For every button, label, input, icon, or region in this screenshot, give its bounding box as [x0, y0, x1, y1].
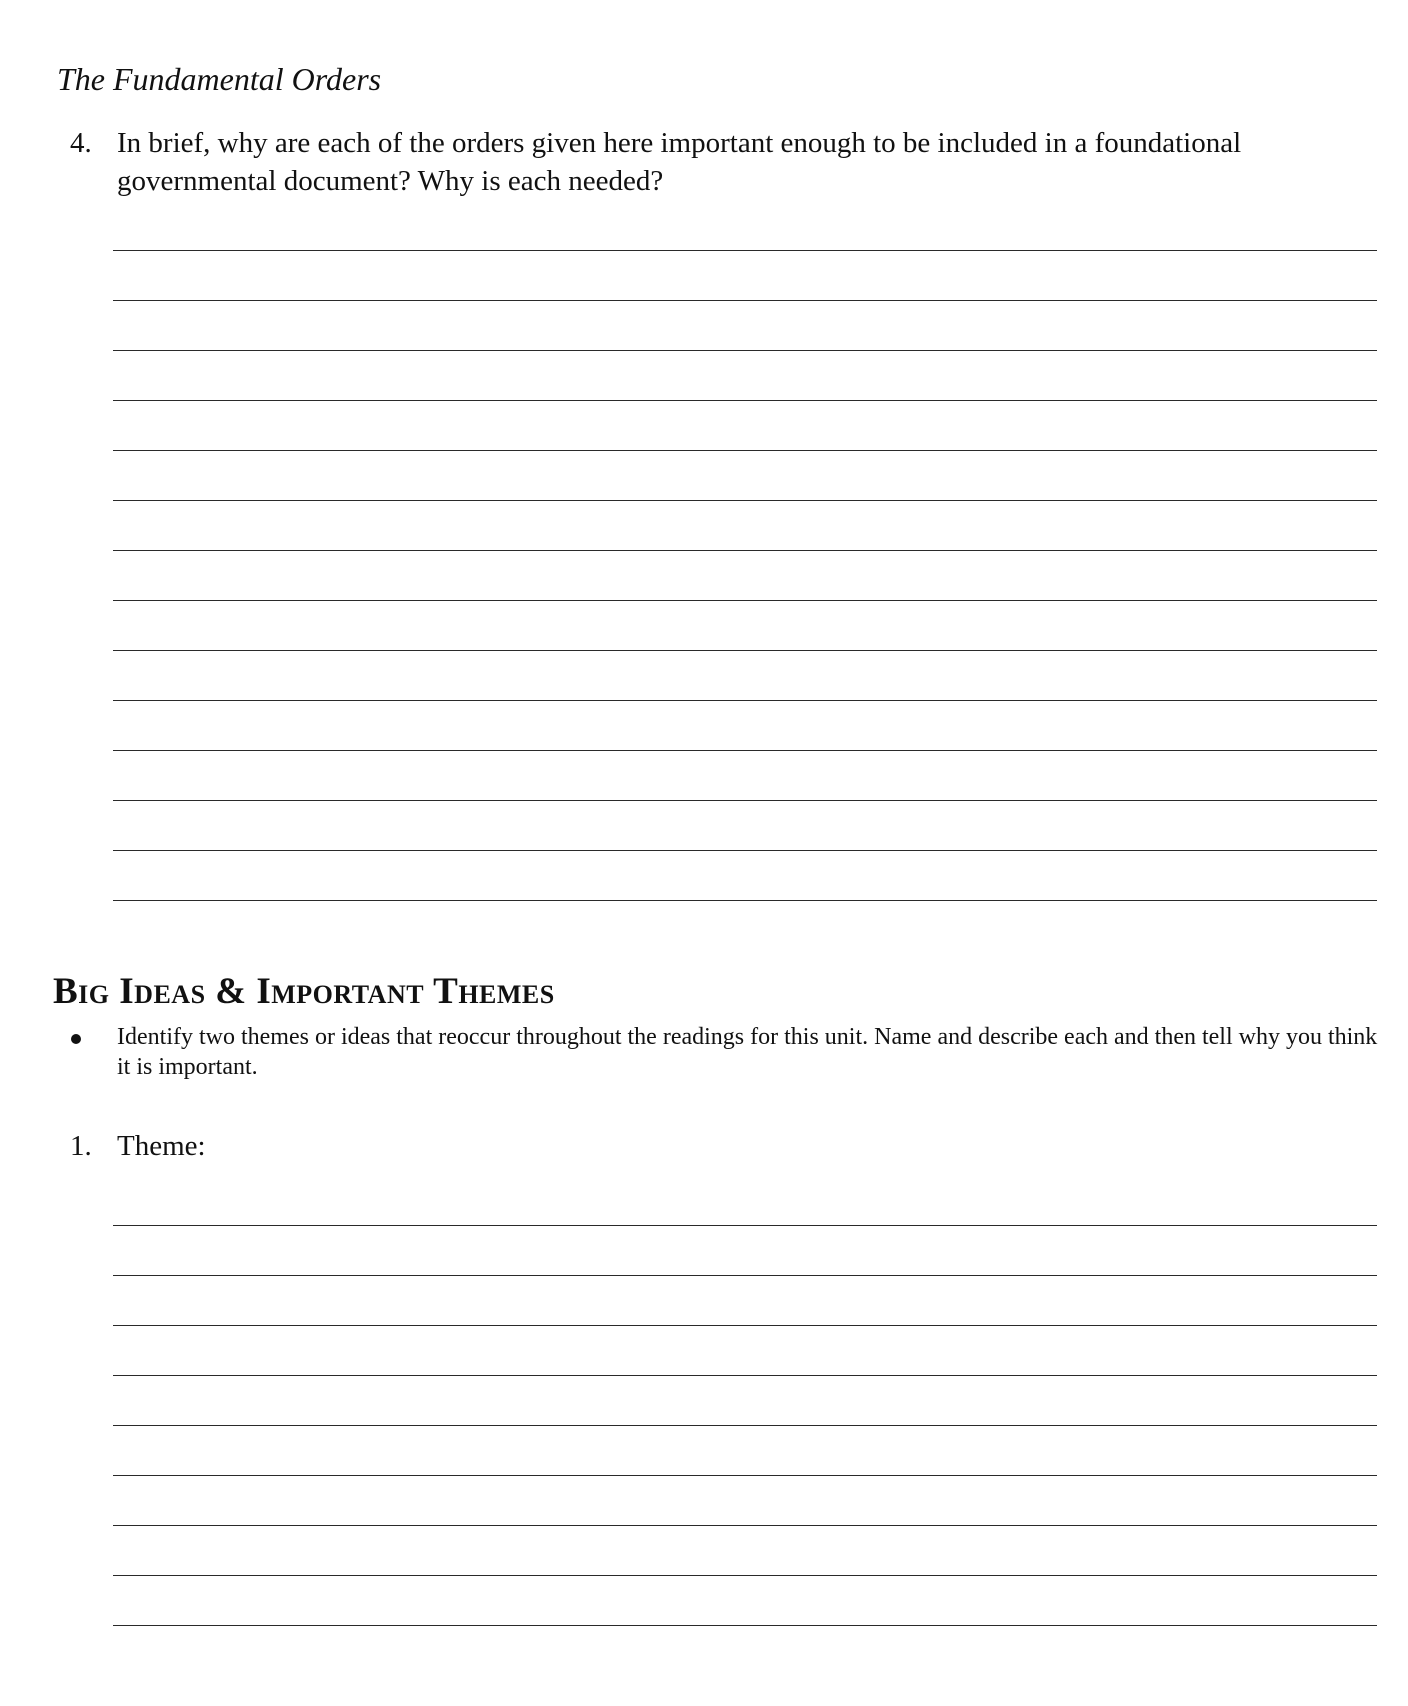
big-ideas-heading: Big Ideas & Important Themes — [53, 971, 555, 1012]
answer-line[interactable] — [113, 1575, 1377, 1576]
answer-line[interactable] — [113, 500, 1377, 501]
answer-line[interactable] — [113, 450, 1377, 451]
theme-label: Theme: — [117, 1130, 206, 1162]
answer-line[interactable] — [113, 700, 1377, 701]
answer-line[interactable] — [113, 1625, 1377, 1626]
answer-line[interactable] — [113, 600, 1377, 601]
answer-line[interactable] — [113, 850, 1377, 851]
answer-line[interactable] — [113, 750, 1377, 751]
answer-line[interactable] — [113, 550, 1377, 551]
answer-line[interactable] — [113, 800, 1377, 801]
answer-line[interactable] — [113, 900, 1377, 901]
answer-line[interactable] — [113, 350, 1377, 351]
question-number: 4. — [70, 127, 92, 159]
answer-line[interactable] — [113, 250, 1377, 251]
bullet-icon — [71, 1034, 81, 1044]
section-title: The Fundamental Orders — [57, 61, 382, 97]
answer-line[interactable] — [113, 400, 1377, 401]
instructions-text: Identify two themes or ideas that reoccur throughout the readings for this unit. Name and describe each and then tell why you think it is important. — [117, 1024, 1378, 1080]
answer-line[interactable] — [113, 650, 1377, 651]
answer-line[interactable] — [113, 1375, 1377, 1376]
answer-line[interactable] — [113, 1475, 1377, 1476]
answer-line[interactable] — [113, 1325, 1377, 1326]
question-text: In brief, why are each of the orders given here important enough to be included in a foundational governmental document? Why is each needed? — [117, 127, 1242, 197]
answer-line[interactable] — [113, 300, 1377, 301]
answer-line[interactable] — [113, 1275, 1377, 1276]
answer-line[interactable] — [113, 1225, 1377, 1226]
answer-line[interactable] — [113, 1425, 1377, 1426]
theme-number: 1. — [70, 1130, 92, 1162]
answer-line[interactable] — [113, 1525, 1377, 1526]
